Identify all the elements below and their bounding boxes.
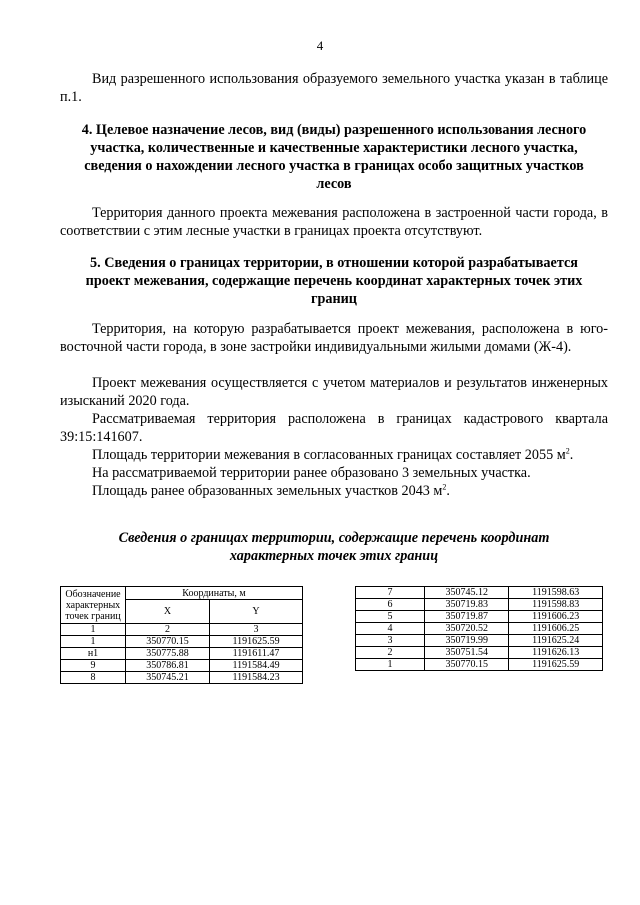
table-row <box>61 672 303 684</box>
table-row <box>356 635 603 647</box>
table-row <box>61 648 303 660</box>
point-cell: 8 <box>61 672 126 684</box>
point-cell: н1 <box>61 648 126 660</box>
index-cell: 3 <box>210 624 303 636</box>
plots-area-end: . <box>446 483 450 499</box>
header-point: Обозначение характерных точек границ <box>61 587 126 624</box>
table-row <box>356 587 603 599</box>
coordinates-table-right <box>355 586 603 671</box>
point-cell: 1 <box>61 636 126 648</box>
index-cell: 1 <box>61 624 126 636</box>
x-cell: 350719.87 <box>425 611 509 623</box>
point-cell: 7 <box>356 587 425 599</box>
section-4-paragraph: Территория данного проекта межевания расположена в застроенной части города, в соответствии с этим лесные участки в границах проекта отсутствуют. <box>60 205 608 239</box>
coordinates-title: Сведения о границах территории, содержащие перечень координат характерных точек этих границ <box>118 530 550 564</box>
plots-area-unit: 2 <box>442 482 447 492</box>
point-cell: 5 <box>356 611 425 623</box>
x-cell: 350770.15 <box>425 659 509 671</box>
point-cell: 3 <box>356 635 425 647</box>
intro-paragraph: Вид разрешенного использования образуемого земельного участка указан в таблице п.1. <box>60 71 608 105</box>
section-5-paragraph-3: Рассматриваемая территория расположена в границах кадастрового квартала 39:15:141607. <box>60 411 608 445</box>
x-cell: 350770.15 <box>126 636 210 648</box>
x-cell: 350719.83 <box>425 599 509 611</box>
page-number: 4 <box>316 38 324 53</box>
table-row <box>356 647 603 659</box>
y-cell: 1191584.23 <box>210 672 303 684</box>
territory-area-end: . <box>569 447 574 463</box>
section-5-paragraph-2: Проект межевания осуществляется с учетом материалов и результатов инженерных изысканий 2020 года. <box>60 375 608 409</box>
x-cell: 350775.88 <box>126 648 210 660</box>
x-cell: 350751.54 <box>425 647 509 659</box>
plots-count-line: На рассматриваемой территории ранее образовано 3 земельных участка. <box>92 465 531 481</box>
y-cell: 1191606.25 <box>509 623 603 635</box>
table-row <box>61 660 303 672</box>
x-cell: 350719.99 <box>425 635 509 647</box>
section-5-heading: 5. Сведения о границах территории, в отношении которой разрабатывается проект межевания, содержащие перечень координат характерных точек этих границ <box>85 255 583 307</box>
section-5-paragraph-1: Территория, на которую разрабатывается проект межевания, расположена в юго-восточной части города, в зоне застройки индивидуальными жилыми домами (Ж-4). <box>60 321 608 355</box>
y-cell: 1191606.23 <box>509 611 603 623</box>
x-cell: 350720.52 <box>425 623 509 635</box>
table-row <box>61 636 303 648</box>
header-x: X <box>126 600 210 624</box>
plots-area-text: Площадь ранее образованных земельных участков 2043 м <box>92 483 443 499</box>
table-row <box>356 611 603 623</box>
table-row <box>356 659 603 671</box>
y-cell: 1191611.47 <box>210 648 303 660</box>
x-cell: 350786.81 <box>126 660 210 672</box>
y-cell: 1191625.59 <box>210 636 303 648</box>
territory-area-line <box>60 446 608 464</box>
y-cell: 1191598.83 <box>509 599 603 611</box>
territory-area-unit: 2 <box>565 446 570 456</box>
table-row <box>356 599 603 611</box>
y-cell: 1191598.63 <box>509 587 603 599</box>
point-cell: 9 <box>61 660 126 672</box>
index-cell: 2 <box>126 624 210 636</box>
point-cell: 4 <box>356 623 425 635</box>
territory-area-text: Площадь территории межевания в согласованных границах составляет 2055 м <box>92 447 566 463</box>
y-cell: 1191625.59 <box>509 659 603 671</box>
header-y: Y <box>210 600 303 624</box>
x-cell: 350745.21 <box>126 672 210 684</box>
point-cell: 6 <box>356 599 425 611</box>
table-row <box>356 623 603 635</box>
point-cell: 2 <box>356 647 425 659</box>
section-4-heading: 4. Целевое назначение лесов, вид (виды) разрешенного использования лесного участка, количественные и качественные характеристики лесного участка, сведения о нахождении лесного участка в границах особо защитных участков лесов <box>81 122 587 192</box>
y-cell: 1191626.13 <box>509 647 603 659</box>
y-cell: 1191584.49 <box>210 660 303 672</box>
x-cell: 350745.12 <box>425 587 509 599</box>
y-cell: 1191625.24 <box>509 635 603 647</box>
point-cell: 1 <box>356 659 425 671</box>
header-coordinates: Координаты, м <box>126 587 303 600</box>
coordinates-table-left <box>60 586 303 684</box>
plots-area-line <box>60 482 608 500</box>
